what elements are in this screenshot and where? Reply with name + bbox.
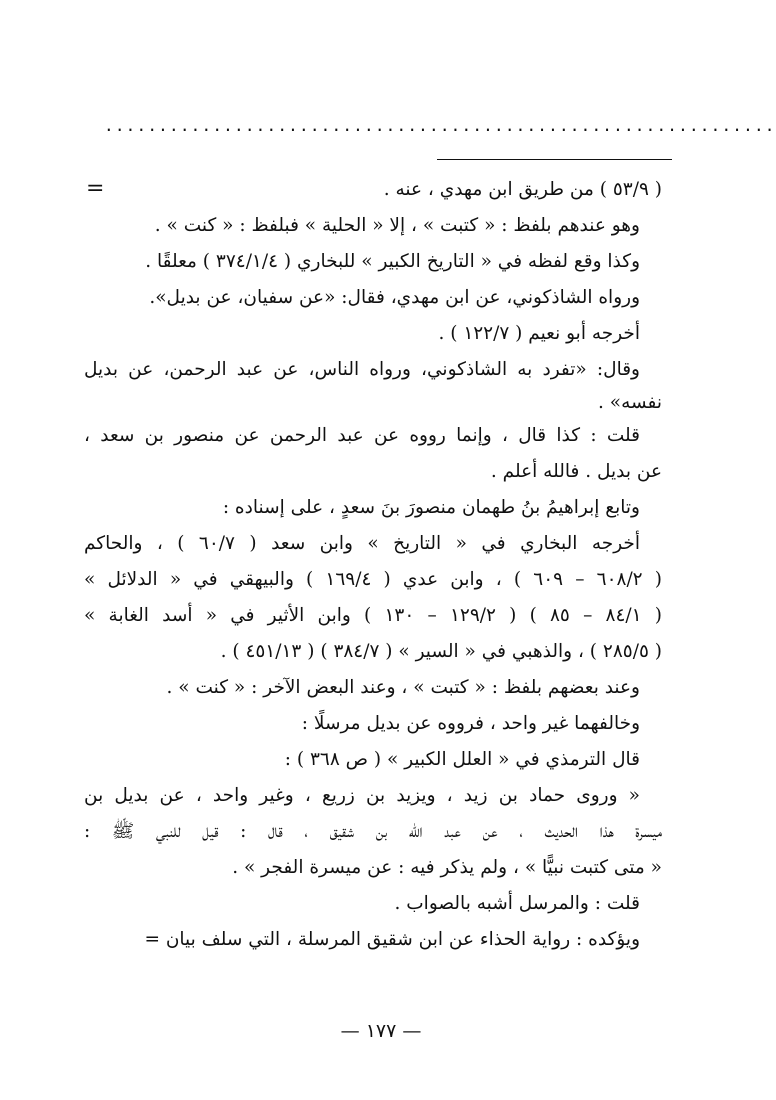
dotted-separator: ..............................................................	[104, 116, 776, 135]
text-line: وخالفهما غير واحد ، فرووه عن بديل مرسلًا :	[301, 713, 640, 734]
text-line: وتابع إبراهيمُ بنُ طهمان منصورَ بنَ سعدٍ ، على إسناده :	[222, 497, 640, 518]
text-line: وكذا وقع لفظه في « التاريخ الكبير » للبخاري ( ٣٧٤/١/٤ ) معلقًا .	[145, 251, 640, 272]
text-line: ( ٦٠٨/٢ – ٦٠٩ ) ، وابن عدي ( ١٦٩/٤ ) والبيهقي في « الدلائل »	[84, 569, 662, 590]
text-line: وعند بعضهم بلفظ : « كتبت » ، وعند البعض الآخر : « كنت » .	[166, 677, 640, 698]
text-line: ( ٢٨٥/٥ ) ، والذهبي في « السير » ( ٣٨٤/٧ ) ( ٤٥١/١٣ ) .	[220, 641, 662, 662]
text-line: قلت : والمرسل أشبه بالصواب .	[394, 893, 640, 914]
text-line: أخرجه البخاري في « التاريخ » وابن سعد ( ٦٠/٧ ) ، والحاكم	[84, 533, 640, 554]
text-line: نفسه» .	[597, 392, 662, 413]
text-line: قال الترمذي في « العلل الكبير » ( ص ٣٦٨ ) :	[284, 749, 640, 770]
text-line: عن بديل . فالله أعلم .	[490, 461, 662, 482]
text-line: وهو عندهم بلفظ : « كتبت » ، إلا « الحلية » فبلفظ : « كنت » .	[154, 215, 640, 236]
text-line: وقال: «تفرد به الشاذكوني، ورواه الناس، عن عبد الرحمن، عن بديل	[84, 359, 640, 380]
text-line: « متى كتبت نبيًّا » ، ولم يذكر فيه : عن ميسرة الفجر » .	[232, 857, 662, 878]
text-line: ويؤكده : رواية الحذاء عن ابن شقيق المرسلة ، التي سلف بيان =	[144, 929, 640, 950]
text-line: قلت : كذا قال ، وإنما رووه عن عبد الرحمن عن منصور بن سعد ،	[84, 425, 640, 446]
footnote-body	[84, 172, 662, 958]
text-line: ورواه الشاذكوني، عن ابن مهدي، فقال: «عن سفيان، عن بديل».	[149, 287, 640, 308]
continuation-mark: =	[86, 176, 105, 201]
text-line: ( ٨٤/١ – ٨٥ ) ( ١٢٩/٢ – ١٣٠ ) وابن الأثير في « أسد الغابة »	[84, 605, 663, 626]
text-line: ( ٥٣/٩ ) من طريق ابن مهدي ، عنه .	[383, 179, 662, 200]
text-line: « وروى حماد بن زيد ، ويزيد بن زريع ، وغير واحد ، عن بديل بن	[84, 785, 640, 806]
footnote-rule	[437, 159, 672, 160]
text-line: أخرجه أبو نعيم ( ١٢٢/٧ ) .	[438, 323, 640, 344]
text-line: ميسرة هذا الحديث ، عن عبد الله بن شقيق ، قال : قيل للنبي ﷺ :	[84, 821, 662, 842]
page-number: — ١٧٧ —	[340, 1020, 422, 1042]
